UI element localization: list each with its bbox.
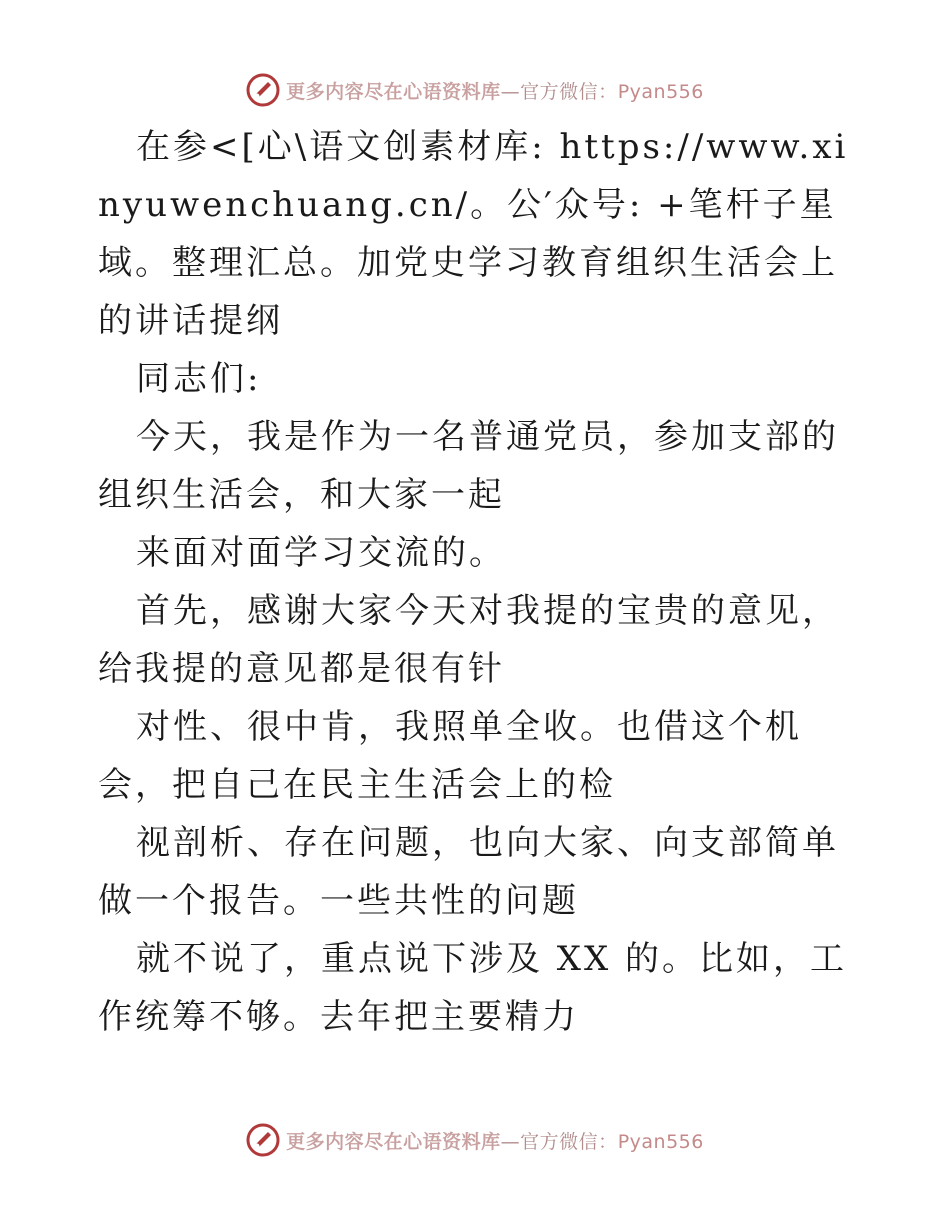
header-banner-lead: 更多内容尽在心语资料库 [286,80,501,103]
paragraph: 在参<[心\语文创素材库: https://www.xinyuwenchuang.cn/。公′众号: +笔杆子星域。整理汇总。加党史学习教育组织生活会上的讲话提纲 [98,127,849,341]
paragraph: 视剖析、存在问题，也向大家、向支部简单做一个报告。一些共性的问题 [98,823,839,921]
document-body [98,118,858,1046]
header-banner [0,70,950,110]
footer-banner-tail: 官方微信： [520,1130,618,1153]
footer-banner-wechat: Pyan556 [617,1130,704,1153]
footer-banner-lead: 更多内容尽在心语资料库 [286,1130,501,1153]
paragraph: 来面对面学习交流的。 [136,533,506,573]
brand-logo-icon [246,1123,280,1157]
footer-banner-dash: — [500,1130,521,1153]
paragraph: 对性、很中肯，我照单全收。也借这个机会，把自己在民主生活会上的检 [98,707,802,805]
header-banner-tail: 官方微信： [520,80,618,103]
paragraph: 首先，感谢大家今天对我提的宝贵的意见，给我提的意见都是很有针 [98,591,839,689]
paragraph: 就不说了，重点说下涉及 XX 的。比如，工作统筹不够。去年把主要精力 [98,939,848,1037]
header-banner-wechat: Pyan556 [617,80,704,103]
paragraph: 同志们: [136,359,262,399]
paragraph: 今天，我是作为一名普通党员，参加支部的组织生活会，和大家一起 [98,417,839,515]
footer-banner [0,1120,950,1160]
header-banner-dash: — [500,80,521,103]
brand-logo-icon [246,73,280,107]
